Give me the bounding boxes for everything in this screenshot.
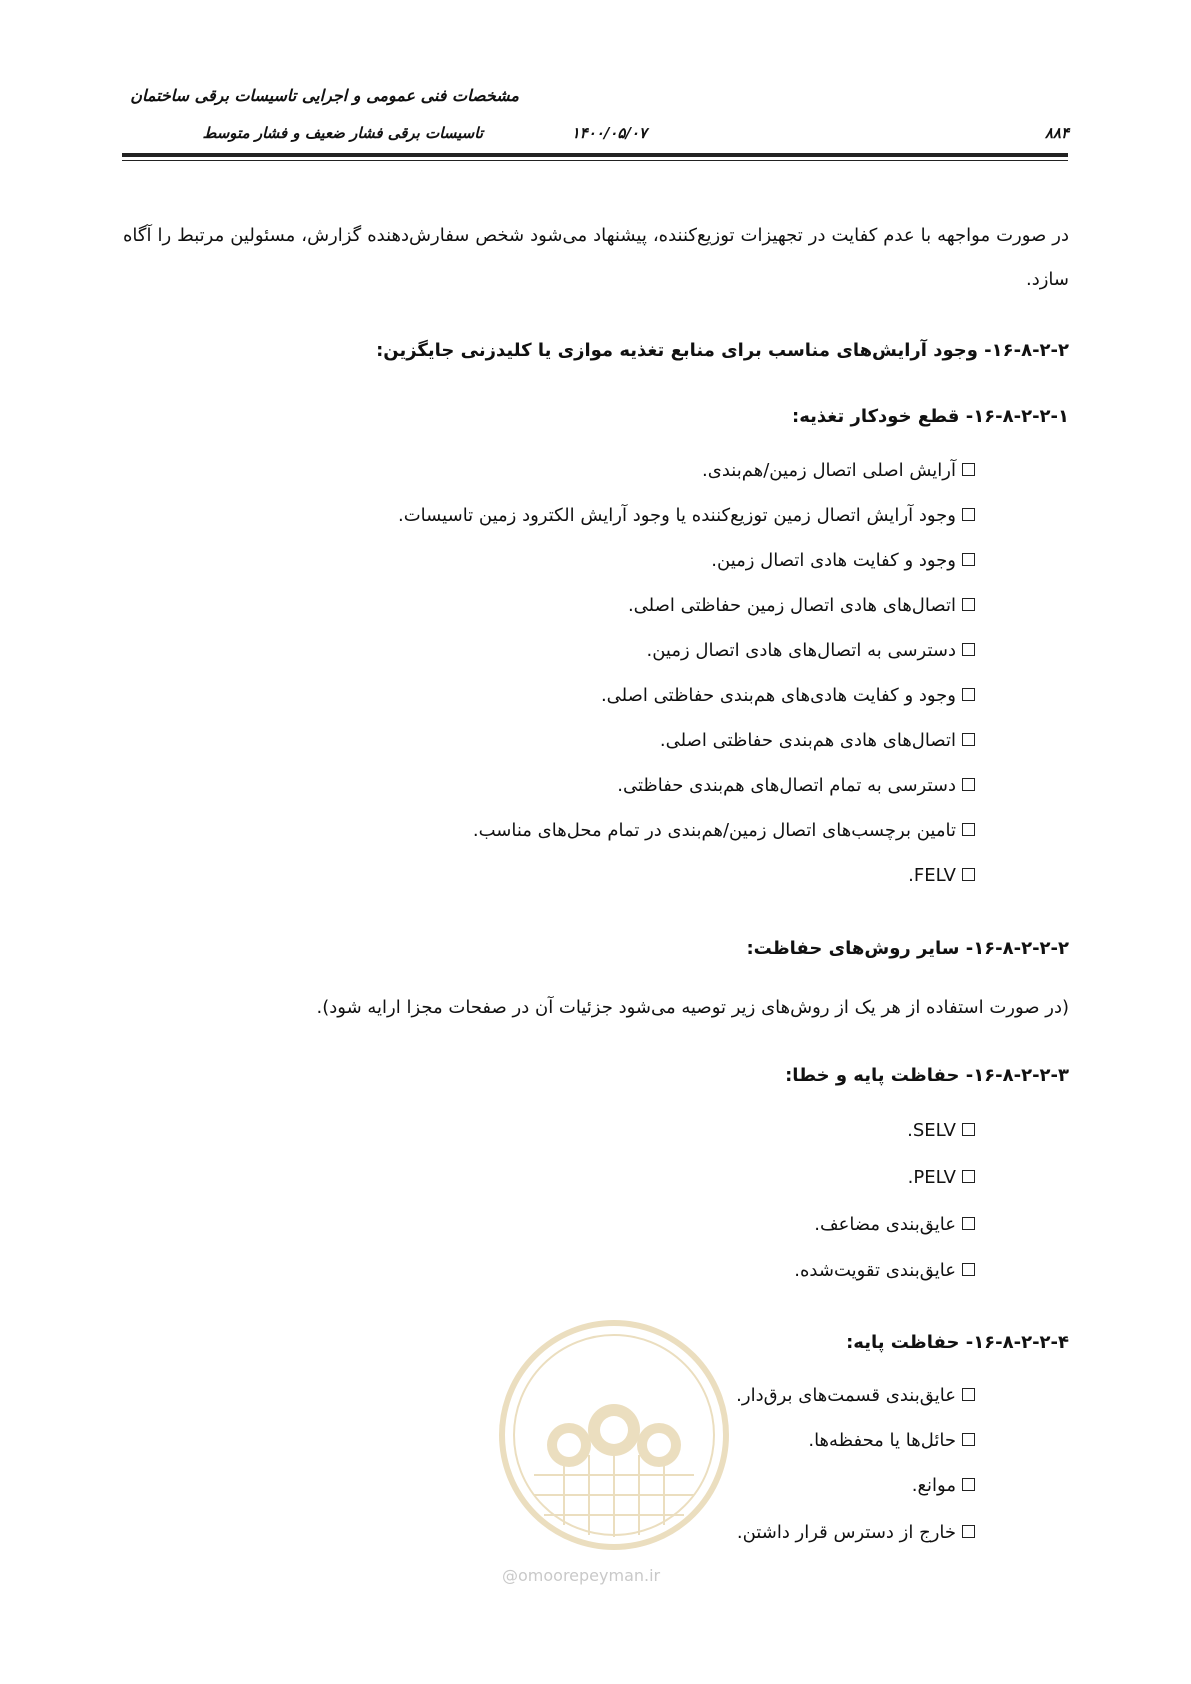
checklist-item: دسترسی به تمام اتصال‌های هم‌بندی حفاظتی. [617,775,975,796]
checkbox-icon [962,463,975,476]
watermark-logo-icon [494,1315,734,1555]
checklist-item: عایق‌بندی مضاعف. [814,1214,975,1235]
checkbox-icon [962,1263,975,1276]
checkbox-icon [962,1388,975,1401]
checklist-item: اتصال‌های هادی اتصال زمین حفاظتی اصلی. [628,595,975,616]
checkbox-icon [962,733,975,746]
checklist-item: SELV. [907,1120,975,1141]
checkbox-icon [962,553,975,566]
checklist-item: خارج از دسترس قرار داشتن. [737,1522,975,1543]
watermark-url: @omoorepeyman.ir [502,1566,661,1585]
section-heading-2-2: ۱۶-۸-۲-۲-۲- سایر روش‌های حفاظت: [746,938,1069,959]
header-date: ۱۴۰۰/۰۵/۰۷ [571,124,647,142]
section-note: (در صورت استفاده از هر یک از روش‌های زیر توصیه می‌شود جزئیات آن در صفحات مجزا ارایه شود). [316,997,1069,1018]
checklist-item: وجود و کفایت هادی‌های هم‌بندی حفاظتی اصلی. [601,685,975,706]
checkbox-icon [962,868,975,881]
header-rule-thick [122,153,1068,157]
checklist-item: موانع. [912,1475,975,1496]
section-heading-2-4: ۱۶-۸-۲-۲-۴- حفاظت پایه: [846,1332,1069,1353]
section-heading-2-3: ۱۶-۸-۲-۲-۳- حفاظت پایه و خطا: [785,1065,1069,1086]
checklist-item: آرایش اصلی اتصال زمین/هم‌بندی. [702,460,975,481]
checkbox-icon [962,1433,975,1446]
page-number: ۸۸۴ [1044,124,1069,142]
checkbox-icon [962,688,975,701]
checklist-item: عایق‌بندی تقویت‌شده. [794,1260,975,1281]
header-rule-thin [122,160,1068,161]
checkbox-icon [962,823,975,836]
checklist-item: PELV. [908,1167,975,1188]
header-title: مشخصات فنی عمومی و اجرایی تاسیسات برقی ساختمان [130,86,519,105]
checklist-item: دسترسی به اتصال‌های هادی اتصال زمین. [646,640,975,661]
checkbox-icon [962,1170,975,1183]
checklist-item: عایق‌بندی قسمت‌های برق‌دار. [736,1385,975,1406]
checkbox-icon [962,598,975,611]
checklist-item: تامین برچسب‌های اتصال زمین/هم‌بندی در تمام محل‌های مناسب. [473,820,975,841]
checkbox-icon [962,1525,975,1538]
checkbox-icon [962,1217,975,1230]
checklist-item: اتصال‌های هادی هم‌بندی حفاظتی اصلی. [660,730,975,751]
intro-paragraph: در صورت مواجهه با عدم کفایت در تجهیزات توزیع‌کننده، پیشنهاد می‌شود شخص سفارش‌دهنده گزارش، مسئولین مرتبط را آگاه سازد. [123,225,1069,290]
section-heading-2: ۱۶-۸-۲-۲- وجود آرایش‌های مناسب برای منابع تغذیه موازی یا کلیدزنی جایگزین: [376,340,1069,361]
header-subtitle: تاسیسات برقی فشار ضعیف و فشار متوسط [202,124,483,142]
checklist-item: FELV. [908,865,975,886]
section-heading-2-1: ۱۶-۸-۲-۲-۱- قطع خودکار تغذیه: [792,406,1069,427]
checkbox-icon [962,643,975,656]
checkbox-icon [962,778,975,791]
checkbox-icon [962,1123,975,1136]
checklist-item: وجود آرایش اتصال زمین توزیع‌کننده یا وجود آرایش الکترود زمین تاسیسات. [398,505,975,526]
checklist-item: وجود و کفایت هادی اتصال زمین. [711,550,975,571]
checklist-item: حائل‌ها یا محفظه‌ها. [808,1430,975,1451]
checkbox-icon [962,1478,975,1491]
checkbox-icon [962,508,975,521]
